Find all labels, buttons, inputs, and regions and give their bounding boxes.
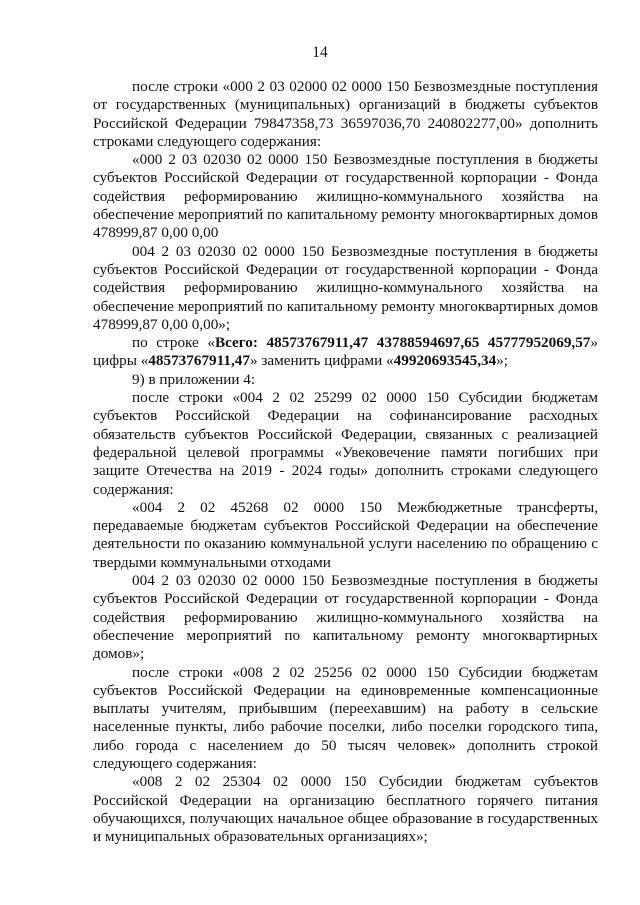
text-segment: 004 2 03 02030 02 0000 150 Безвозмездные поступления в бюджеты субъектов Российской Федерации от государственной корпорации - Фонда содействия реформированию жилищно-коммунального хозяйства на обеспечение мероприятий по капитальному ремонту многоквартирных домов 478999,87 0,00 0,00»; [93, 242, 598, 333]
text-segment: по строке « [132, 334, 215, 352]
paragraph-4 [93, 334, 598, 371]
bold-text-segment: 49920693545,34 [393, 352, 497, 370]
text-segment: «000 2 03 02030 02 0000 150 Безвозмездные поступления в бюджеты субъектов Российской Федерации от государственной корпорации - Фонда содействия реформированию жилищно-коммунального хозяйства на обеспечение мероприятий по капитальному ремонту многоквартирных домов 478999,87 0,00 0,00 [93, 151, 598, 242]
text-segment: «004 2 02 45268 02 0000 150 Межбюджетные трансферты, передаваемые бюджетам субъектов Российской Федерации на обеспечение деятельности по оказанию коммунальной услуги населению по обращению с твердыми коммунальными отходами [93, 498, 598, 571]
text-segment: »; [496, 352, 508, 370]
paragraph-1 [93, 78, 598, 151]
text-segment: после строки «008 2 02 25256 02 0000 150 Субсидии бюджетам субъектов Российской Федерации на единовременные компенсационные выплаты учителям, прибывшим (переехавшим) на работу в сельские населенные пункты, либо рабочие поселки, либо поселки городского типа, либо города с населением до 50 тысяч человек» дополнить строкой следующего содержания: [93, 663, 598, 772]
document-body [93, 78, 598, 846]
text-segment: » цифры « [93, 334, 598, 370]
paragraph-6 [93, 389, 598, 499]
bold-text-segment: Всего: 48573767911,47 43788594697,65 45777952069,57 [214, 334, 591, 352]
text-segment: 9) в приложении 4: [132, 370, 256, 388]
paragraph-9 [93, 664, 598, 774]
paragraph-10 [93, 773, 598, 846]
paragraph-5 [93, 371, 598, 389]
text-segment: 004 2 03 02030 02 0000 150 Безвозмездные поступления в бюджеты субъектов Российской Федерации от государственной корпорации - Фонда содействия реформированию жилищно-коммунального хозяйства на обеспечение мероприятий по капитальному ремонту многоквартирных домов»; [93, 572, 598, 663]
paragraph-8 [93, 572, 598, 663]
text-segment: после строки «000 2 03 02000 02 0000 150 Безвозмездные поступления от государственных (муниципальных) организаций в бюджеты субъектов Российской Федерации 79847358,73 36597036,70 240802277,00» дополнить строками следующего содержания: [93, 78, 598, 150]
bold-text-segment: 48573767911,47 [148, 352, 250, 370]
paragraph-7 [93, 499, 598, 572]
paragraph-2 [93, 151, 598, 242]
text-segment: » заменить цифрами « [249, 352, 394, 370]
text-segment: после строки «004 2 02 25299 02 0000 150 Субсидии бюджетам субъектов Российской Федерации на софинансирование расходных обязательств субъектов Российской Федерации, связанных с реализацией федеральной целевой программы «Увековечение памяти погибших при защите Отечества на 2019 - 2024 годы» дополнить строками следующего содержания: [93, 389, 598, 498]
paragraph-3 [93, 243, 598, 334]
text-segment: «008 2 02 25304 02 0000 150 Субсидии бюджетам субъектов Российской Федерации на организацию бесплатного горячего питания обучающихся, получающих начальное общее образование в государственных и муниципальных образовательных организациях»; [93, 773, 598, 846]
page-number: 14 [312, 44, 328, 61]
